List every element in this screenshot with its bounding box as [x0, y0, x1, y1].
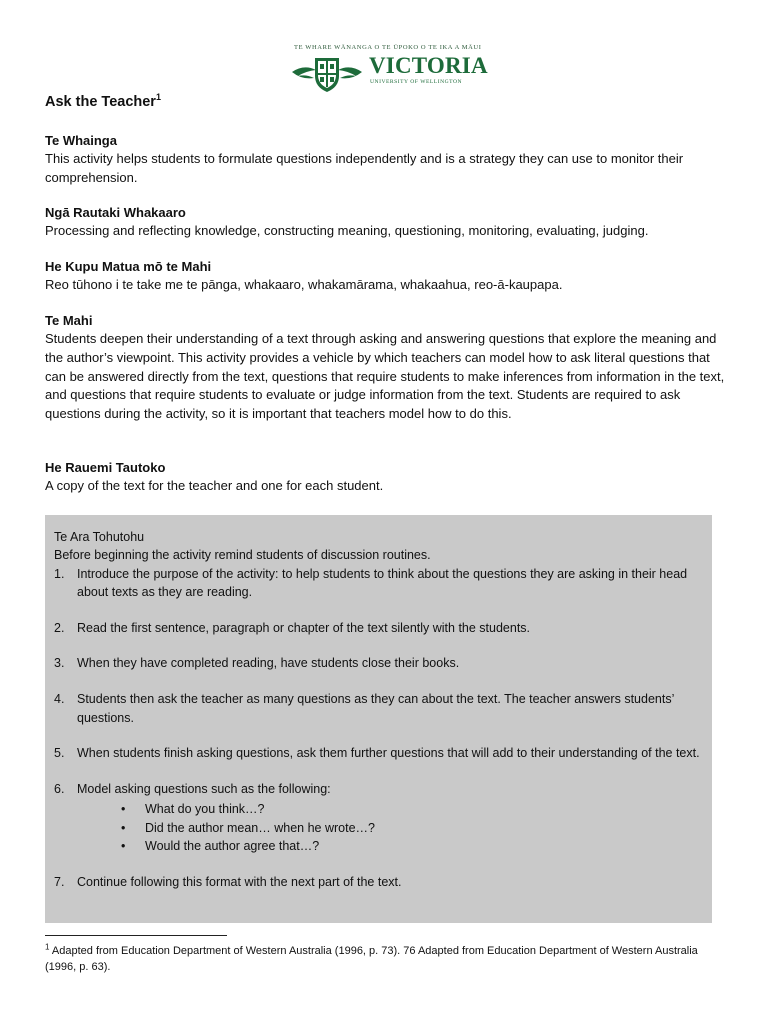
instruction-step — [54, 744, 704, 762]
section-thinking-strategies — [45, 203, 725, 241]
section-purpose — [45, 131, 725, 188]
list-item — [121, 837, 704, 855]
step-text: Model asking questions such as the following: — [77, 782, 331, 797]
section-heading: He Kupu Matua mō te Mahi — [45, 259, 212, 274]
logo-name: VICTORIA — [369, 53, 488, 78]
logo-subtitle: UNIVERSITY OF WELLINGTON — [370, 79, 463, 85]
instruction-step — [54, 565, 704, 602]
title-footnote-marker: 1 — [155, 92, 161, 103]
section-activity — [45, 311, 725, 424]
section-key-vocabulary — [45, 257, 725, 295]
section-resources — [45, 458, 725, 496]
step-text: When they have completed reading, have students close their books. — [77, 656, 460, 671]
university-logo — [290, 44, 488, 96]
step-number: 3. — [54, 656, 65, 671]
instruction-step — [54, 690, 704, 727]
instruction-steps — [54, 565, 704, 892]
bullet-icon: • — [121, 839, 126, 854]
section-text: Students deepen their understanding of a text through asking and answering questions that explore the meaning and the author’s viewpoint. This activity provides a vehicle by which teachers can model how to ask literal questions that can be answered directly from the text, questions that require students to make inferences from information in the text, and questions that require students to evaluate or judge information from the text. Students are required to ask questions during the activity, so it is important that teachers model how to do this. — [45, 331, 725, 422]
logo-tagline: TE WHARE WĀNANGA O TE ŪPOKO O TE IKA A MĀUI — [294, 44, 482, 51]
example-questions-list — [77, 800, 704, 855]
instruction-step — [54, 654, 704, 672]
section-heading: Te Whainga — [45, 133, 117, 148]
footnote-marker: 1 — [45, 942, 50, 952]
step-number: 2. — [54, 620, 65, 635]
instruction-step — [54, 873, 704, 891]
step-text: Students then ask the teacher as many questions as they can about the text. The teacher answers students’ questions. — [77, 692, 674, 725]
step-text: Continue following this format with the next part of the text. — [77, 874, 402, 889]
university-crest-icon — [290, 54, 364, 94]
step-number: 1. — [54, 566, 65, 581]
bullet-icon: • — [121, 802, 126, 817]
step-text: Introduce the purpose of the activity: to help students to think about the questions they are asking in their head about texts as they are reading. — [77, 566, 688, 599]
page-title — [45, 94, 725, 110]
list-item — [121, 819, 704, 837]
instructions-heading: Te Ara Tohutohu — [54, 530, 145, 544]
step-number: 7. — [54, 874, 65, 889]
bullet-text: Would the author agree that…? — [145, 839, 320, 854]
bullet-text: What do you think…? — [145, 802, 265, 817]
section-text: A copy of the text for the teacher and one for each student. — [45, 478, 384, 493]
step-number: 6. — [54, 782, 65, 797]
bullet-icon: • — [121, 820, 126, 835]
section-heading: Ngā Rautaki Whakaaro — [45, 205, 186, 220]
bullet-text: Did the author mean… when he wrote…? — [145, 820, 375, 835]
section-text: Reo tūhono i te take me te pānga, whakaaro, whakamārama, whakaahua, reo-ā-kaupapa. — [45, 277, 563, 292]
instruction-step — [54, 619, 704, 637]
instructions-intro: Before beginning the activity remind students of discussion routines. — [54, 548, 431, 563]
step-text: When students finish asking questions, ask them further questions that will add to their understanding of the text. — [77, 746, 700, 761]
page-title-text: Ask the Teacher — [45, 94, 156, 110]
footnote-text: Adapted from Education Department of Western Australia (1996, p. 73). 76 Adapted from Education Department of Western Australia (1996, p. 63). — [45, 945, 698, 973]
section-heading: He Rauemi Tautoko — [45, 460, 166, 475]
section-heading: Te Mahi — [45, 313, 93, 328]
section-text: Processing and reflecting knowledge, constructing meaning, questioning, monitoring, evaluating, judging. — [45, 223, 649, 238]
step-text: Read the first sentence, paragraph or chapter of the text silently with the students. — [77, 620, 531, 635]
step-number: 4. — [54, 692, 65, 707]
footnote-divider — [45, 935, 227, 936]
footnote — [45, 943, 725, 975]
instruction-step — [54, 780, 704, 855]
step-number: 5. — [54, 746, 65, 761]
list-item — [121, 800, 704, 818]
section-text: This activity helps students to formulate questions independently and is a strategy they can use to monitor their comprehension. — [45, 151, 684, 185]
instructions-panel — [45, 515, 712, 923]
